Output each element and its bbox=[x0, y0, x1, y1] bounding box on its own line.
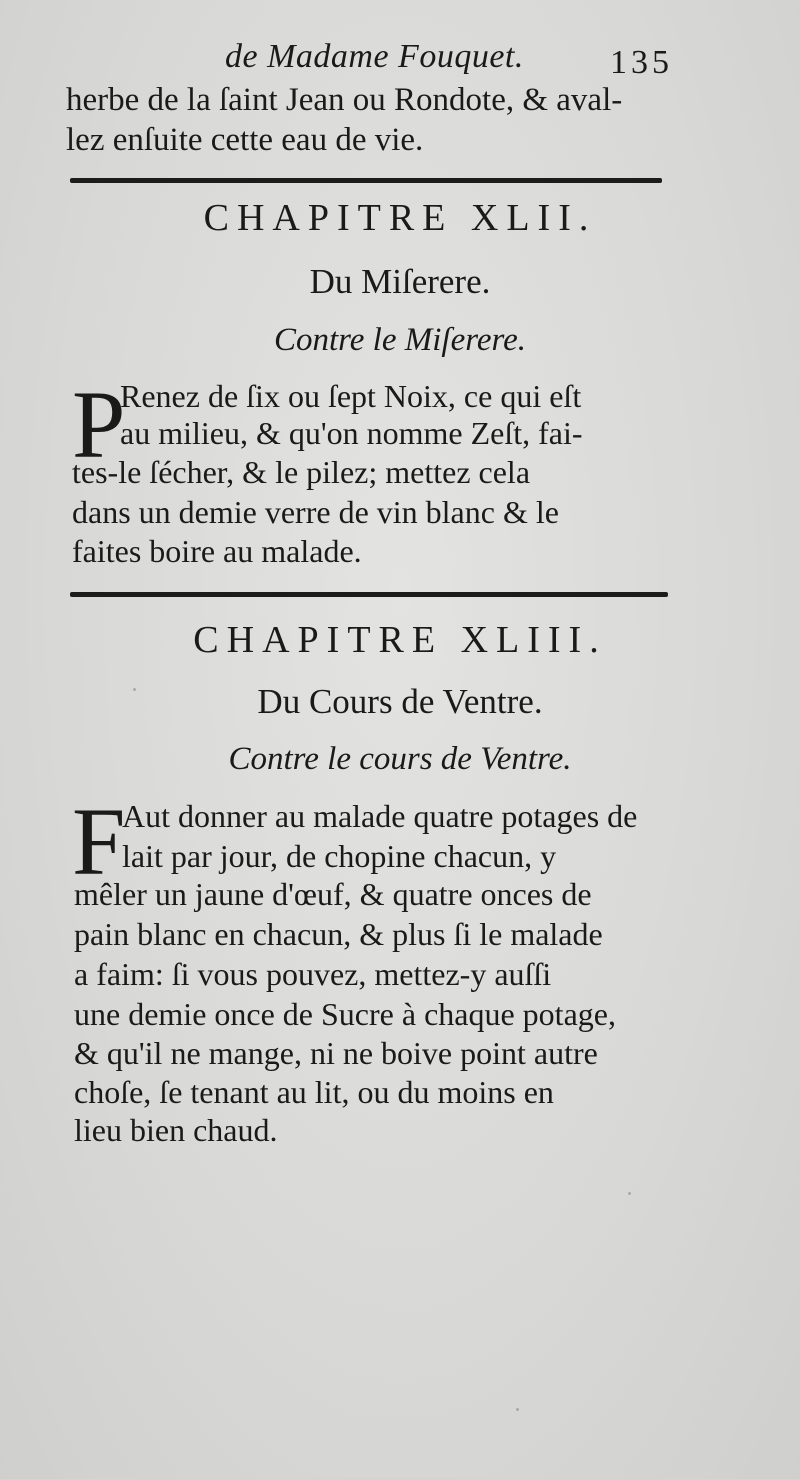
paragraph-line: a faim: ſi vous pouvez, mettez-y auſſi bbox=[74, 956, 552, 992]
paragraph-line: Aut donner au malade quatre potages de bbox=[122, 798, 638, 834]
drop-cap: P bbox=[72, 371, 126, 478]
chapter-heading: CHAPITRE XLII. bbox=[203, 197, 597, 239]
paragraph-line: lait par jour, de chopine chacun, y bbox=[122, 838, 557, 874]
section-rule bbox=[70, 178, 662, 183]
paragraph-line: faites boire au malade. bbox=[72, 533, 362, 569]
chapter-title: Du Miſerere. bbox=[309, 262, 491, 301]
chapter-title: Du Cours de Ventre. bbox=[257, 682, 543, 721]
remedy-title: Contre le Miſerere. bbox=[273, 322, 526, 358]
paragraph-line: Renez de ſix ou ſept Noix, ce qui eſt bbox=[120, 378, 582, 414]
paragraph-line: lieu bien chaud. bbox=[74, 1112, 278, 1148]
chapter-heading: CHAPITRE XLIII. bbox=[193, 619, 607, 661]
paragraph-line: dans un demie verre de vin blanc & le bbox=[72, 494, 559, 530]
paragraph-line: choſe, ſe tenant au lit, ou du moins en bbox=[74, 1074, 554, 1110]
paragraph-line: mêler un jaune d'œuf, & quatre onces de bbox=[74, 876, 592, 912]
running-header bbox=[0, 38, 800, 88]
paragraph-line: pain blanc en chacun, & plus ſi le malade bbox=[74, 916, 603, 952]
paper-speck bbox=[133, 688, 136, 691]
remedy-title: Contre le cours de Ventre. bbox=[228, 741, 572, 777]
continuation-line-1: herbe de la ſaint Jean ou Rondote, & aval- bbox=[66, 82, 623, 118]
section-rule bbox=[70, 592, 668, 597]
paper-speck bbox=[628, 1192, 631, 1195]
page-number: 135 bbox=[610, 44, 673, 81]
running-title: de Madame Fouquet. bbox=[225, 38, 524, 75]
drop-cap: F bbox=[72, 788, 126, 895]
paragraph-line: & qu'il ne mange, ni ne boive point autre bbox=[74, 1035, 598, 1071]
paragraph-line: tes-le ſécher, & le pilez; mettez cela bbox=[72, 454, 531, 490]
paragraph-line: une demie once de Sucre à chaque potage, bbox=[74, 996, 616, 1032]
paragraph-line: au milieu, & qu'on nomme Zeſt, fai- bbox=[120, 415, 583, 451]
paper-speck bbox=[516, 1408, 519, 1411]
continuation-line-2: lez enſuite cette eau de vie. bbox=[66, 122, 424, 158]
